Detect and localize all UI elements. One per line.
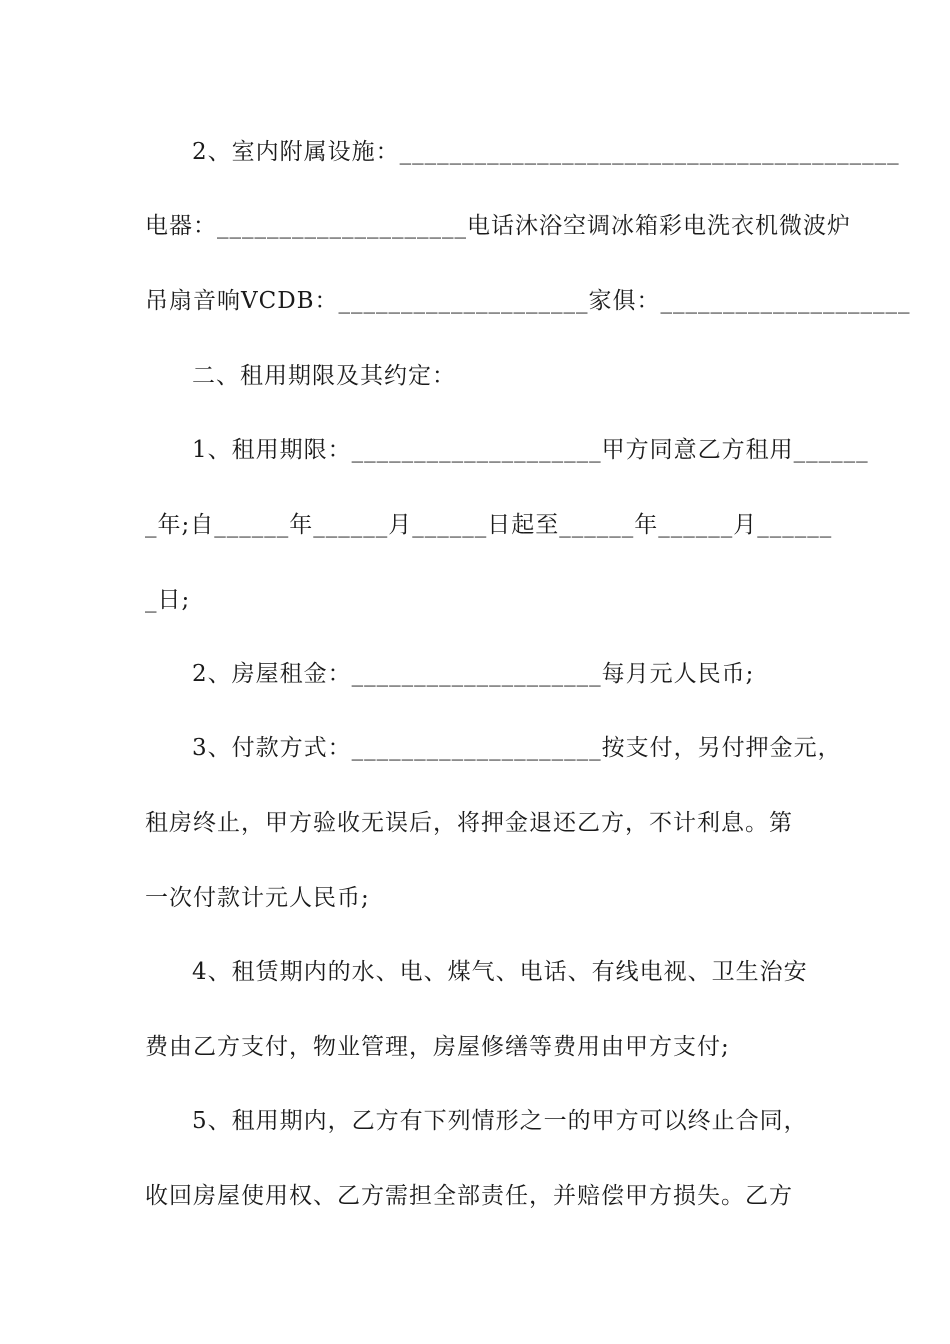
paragraph-line: 一次付款计元人民币; — [145, 885, 370, 911]
section-heading: 二、租用期限及其约定： — [192, 363, 456, 389]
paragraph-line: 1、租用期限：____________________甲方同意乙方租用______ — [192, 437, 869, 463]
paragraph-line: _年;自______年______月______日起至______年______月______ — [145, 512, 833, 538]
paragraph-line: 租房终止，甲方验收无误后，将押金退还乙方，不计利息。第 — [145, 810, 793, 836]
paragraph-line: 吊扇音响VCDB：____________________家俱：____________________ — [145, 288, 911, 314]
paragraph-line: 5、租用期内，乙方有下列情形之一的甲方可以终止合同， — [192, 1108, 808, 1134]
paragraph-line: 电器：____________________电话沐浴空调冰箱彩电洗衣机微波炉 — [145, 213, 851, 239]
paragraph-line: 3、付款方式：____________________按支付，另付押金元， — [192, 735, 842, 761]
paragraph-line: 2、房屋租金：____________________每月元人民币; — [192, 661, 755, 687]
paragraph-line: 4、租赁期内的水、电、煤气、电话、有线电视、卫生治安 — [192, 959, 808, 985]
paragraph-line: 2、室内附属设施：________________________________________ — [192, 139, 900, 165]
paragraph-line: 费由乙方支付，物业管理，房屋修缮等费用由甲方支付; — [145, 1034, 730, 1060]
paragraph-line: _日; — [145, 587, 191, 613]
paragraph-line: 收回房屋使用权、乙方需担全部责任，并赔偿甲方损失。乙方 — [145, 1183, 793, 1209]
